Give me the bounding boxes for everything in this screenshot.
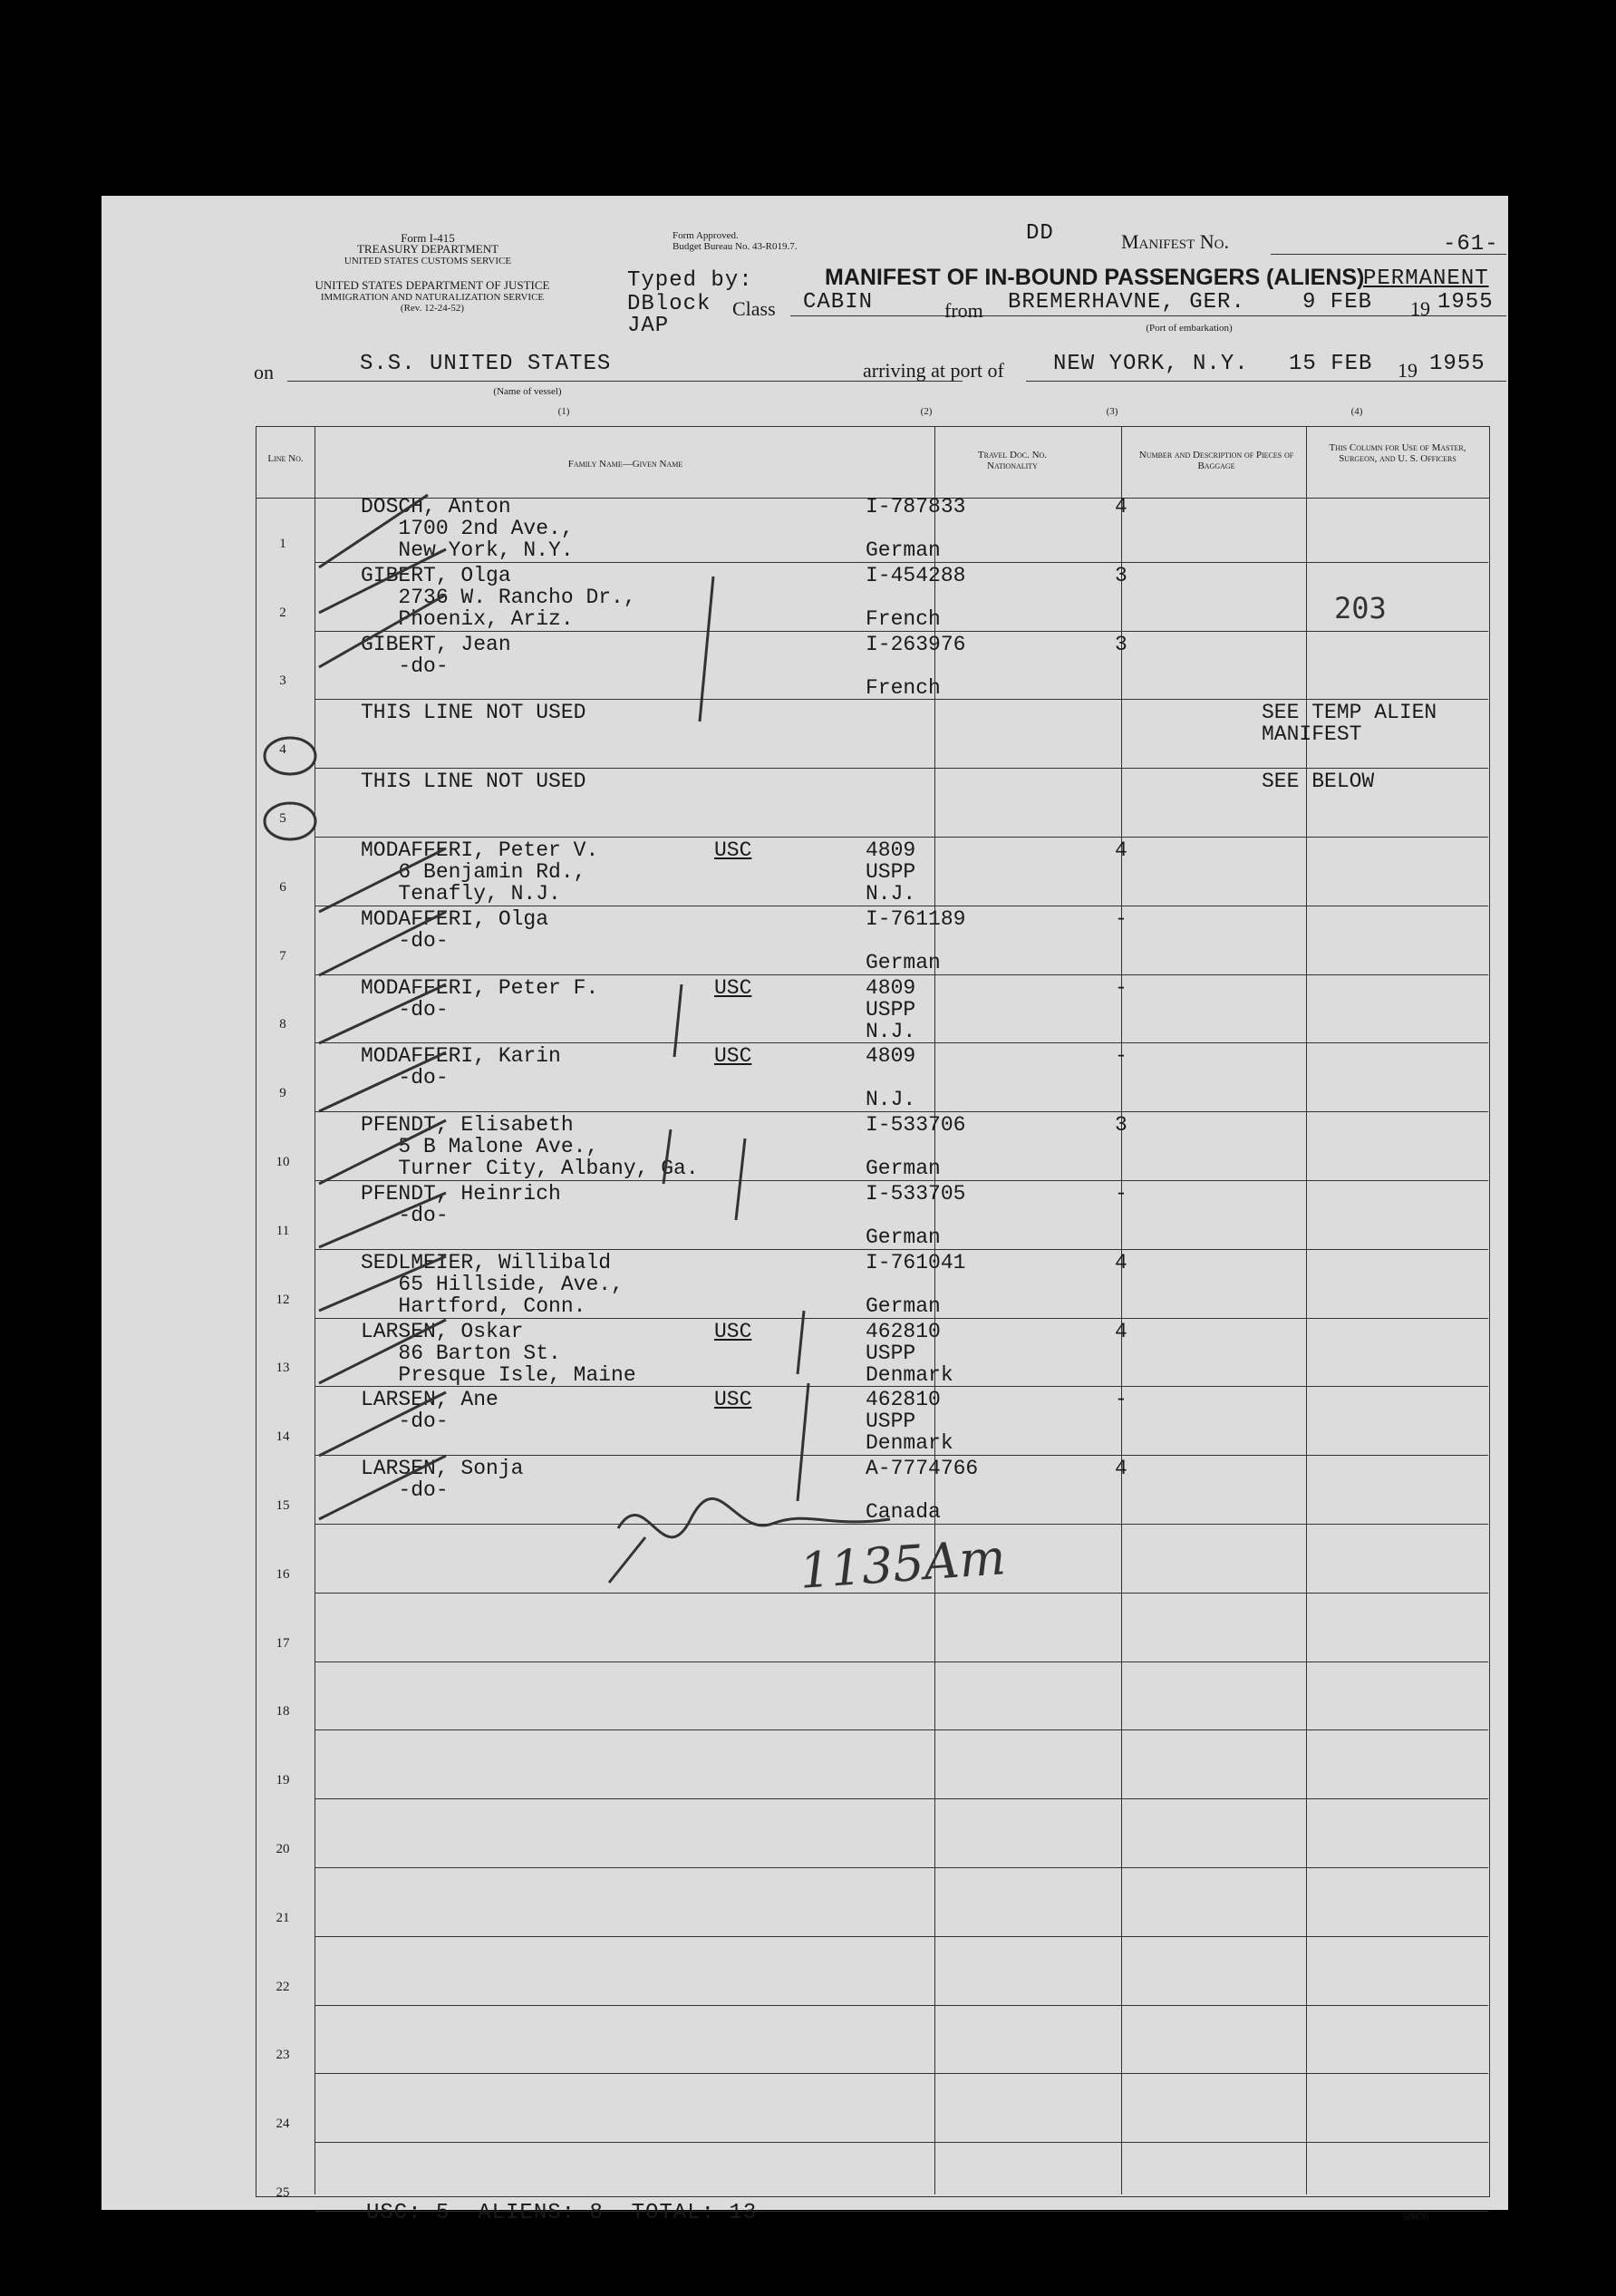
passenger-name: MODAFFERI, Peter V. 6 Benjamin Rd., Tenafly, N.J. bbox=[361, 838, 599, 906]
travel-doc: 4809 USPP N.J. bbox=[866, 838, 916, 906]
line-number: 7 bbox=[279, 948, 286, 964]
line-number: 25 bbox=[276, 2185, 290, 2200]
typist-1: DBlock bbox=[627, 292, 711, 316]
revision: (Rev. 12-24-52) bbox=[400, 303, 465, 314]
from-year: 1955 bbox=[1437, 290, 1494, 315]
ins-service: IMMIGRATION AND NATURALIZATION SERVICE bbox=[320, 292, 545, 303]
travel-doc: 4809 N.J. bbox=[866, 1044, 916, 1112]
baggage-count: 4 bbox=[1115, 1457, 1127, 1481]
vessel-caption: (Name of vessel) bbox=[493, 386, 562, 397]
travel-doc: I-533706 German bbox=[866, 1113, 966, 1181]
col-number-1: (1) bbox=[557, 406, 570, 417]
line-number: 8 bbox=[279, 1017, 286, 1032]
passenger-name: THIS LINE NOT USED bbox=[361, 701, 586, 725]
usc-mark: USC bbox=[714, 838, 752, 862]
pen-marks bbox=[102, 196, 1508, 2210]
line-number: 10 bbox=[276, 1155, 290, 1169]
header-name: Family Name—Given Name bbox=[567, 459, 683, 470]
arriving-year-prefix: 19 bbox=[1398, 359, 1418, 382]
line-number: 9 bbox=[279, 1086, 286, 1101]
form-number: Form I-415 bbox=[401, 231, 455, 245]
col-number-3: (3) bbox=[1106, 406, 1118, 417]
travel-doc: A-7774766 Canada bbox=[866, 1457, 979, 1525]
passenger-name: GIBERT, Jean -do- bbox=[361, 632, 511, 678]
travel-doc: I-263976 French bbox=[866, 632, 966, 700]
class-value: CABIN bbox=[803, 290, 874, 315]
usc-mark: USC bbox=[714, 1388, 752, 1412]
passenger-name: THIS LINE NOT USED bbox=[361, 770, 586, 794]
line-number: 18 bbox=[276, 1704, 290, 1720]
arriving-date: 15 FEB bbox=[1289, 352, 1373, 376]
usc-mark: USC bbox=[714, 1044, 752, 1069]
footer-totals: USC: 5 ALIENS: 8 TOTAL: 13 bbox=[366, 2201, 758, 2225]
passenger-name: SEDLMEIER, Willibald 65 Hillside, Ave., Hartford, Conn. bbox=[361, 1250, 624, 1318]
from-port: BREMERHAVNE, GER. bbox=[1008, 290, 1245, 315]
class-label: Class bbox=[732, 297, 776, 320]
port-embark-caption: (Port of embarkation) bbox=[1146, 323, 1233, 334]
header-travel-doc: Travel Doc. No. Nationality bbox=[977, 450, 1048, 471]
dd-mark: DD bbox=[1026, 221, 1054, 246]
baggage-count: 4 bbox=[1115, 838, 1127, 862]
line-number: 6 bbox=[279, 879, 286, 895]
passenger-name: MODAFFERI, Peter F. -do- bbox=[361, 975, 599, 1022]
typist-2: JAP bbox=[627, 314, 670, 338]
arriving-port: NEW YORK, N.Y. bbox=[1053, 352, 1249, 376]
vessel-name: S.S. UNITED STATES bbox=[360, 352, 612, 376]
line-number: 12 bbox=[276, 1292, 290, 1307]
line-number: 19 bbox=[276, 1773, 290, 1788]
officer-note: SEE BELOW bbox=[1262, 770, 1375, 794]
header-officers: This Column for Use of Master, Surgeon, and U. S. Officers bbox=[1329, 442, 1466, 464]
line-number: 2 bbox=[279, 605, 286, 620]
baggage-count: - bbox=[1115, 1182, 1127, 1206]
baggage-count: - bbox=[1115, 1388, 1127, 1412]
justice-dept: UNITED STATES DEPARTMENT OF JUSTICE bbox=[314, 278, 550, 292]
travel-doc: I-454288 French bbox=[866, 563, 966, 631]
line-number: 1 bbox=[279, 536, 286, 551]
from-date: 9 FEB bbox=[1302, 290, 1373, 315]
usc-mark: USC bbox=[714, 1319, 752, 1343]
officer-note: SEE TEMP ALIEN MANIFEST bbox=[1262, 701, 1437, 747]
line-number: 22 bbox=[276, 1979, 290, 1994]
travel-doc: I-761189 German bbox=[866, 906, 966, 974]
passenger-name: MODAFFERI, Olga -do- bbox=[361, 906, 549, 953]
from-label: from bbox=[944, 299, 983, 322]
baggage-count: 4 bbox=[1115, 1319, 1127, 1343]
form-code: 50876 bbox=[1403, 2212, 1428, 2223]
manifest-no: -61- bbox=[1443, 232, 1499, 257]
manifest-page bbox=[102, 196, 1508, 2225]
passenger-name: LARSEN, Sonja -do- bbox=[361, 1457, 524, 1503]
travel-doc: 462810 USPP Denmark bbox=[866, 1319, 953, 1387]
permanent-stamp: PERMANENT bbox=[1363, 266, 1489, 291]
line-number: 21 bbox=[276, 1910, 290, 1925]
line-number: 16 bbox=[276, 1566, 290, 1582]
passenger-name: PFENDT, Elisabeth 5 B Malone Ave., Turner City, Albany, Ga. bbox=[361, 1113, 699, 1181]
travel-doc: 4809 USPP N.J. bbox=[866, 975, 916, 1043]
passenger-name: PFENDT, Heinrich -do- bbox=[361, 1182, 561, 1227]
passenger-name: GIBERT, Olga 2736 W. Rancho Dr., Phoenix, Ariz. bbox=[361, 563, 636, 631]
form-approved: Form Approved. bbox=[673, 230, 739, 241]
travel-doc: I-761041 German bbox=[866, 1250, 966, 1318]
officer-number: 203 bbox=[1334, 591, 1387, 625]
line-number: 17 bbox=[276, 1635, 290, 1651]
arriving-year: 1955 bbox=[1429, 352, 1485, 376]
customs-service: UNITED STATES CUSTOMS SERVICE bbox=[344, 256, 512, 266]
line-number: 24 bbox=[276, 2117, 290, 2132]
from-year-prefix: 19 bbox=[1410, 297, 1430, 320]
col-number-4: (4) bbox=[1350, 406, 1363, 417]
on-label: on bbox=[254, 361, 274, 383]
line-number: 14 bbox=[276, 1429, 290, 1445]
baggage-count: 4 bbox=[1115, 495, 1127, 518]
line-number: 11 bbox=[276, 1223, 290, 1238]
baggage-count: - bbox=[1115, 906, 1127, 931]
travel-doc: I-533705 German bbox=[866, 1182, 966, 1249]
line-number: 15 bbox=[276, 1498, 290, 1513]
line-number: 5 bbox=[279, 811, 286, 826]
manifest-no-label: Manifest No. bbox=[1121, 230, 1229, 253]
manifest-title: MANIFEST OF IN-BOUND PASSENGERS (ALIENS) bbox=[825, 265, 1365, 290]
line-number: 3 bbox=[279, 673, 286, 689]
passenger-name: DOSCH, Anton 1700 2nd Ave., New York, N.Y. bbox=[361, 495, 574, 562]
line-number: 4 bbox=[279, 742, 286, 758]
header-line-no: Line No. bbox=[267, 453, 304, 464]
passenger-name: LARSEN, Ane -do- bbox=[361, 1388, 498, 1434]
handwritten-time: 1135Am bbox=[798, 1528, 1008, 1600]
treasury-dept: TREASURY DEPARTMENT bbox=[356, 242, 499, 256]
line-number: 13 bbox=[276, 1361, 290, 1376]
travel-doc: 462810 USPP Denmark bbox=[866, 1388, 953, 1456]
passenger-name: LARSEN, Oskar 86 Barton St. Presque Isle, Maine bbox=[361, 1319, 636, 1387]
baggage-count: 3 bbox=[1115, 1113, 1127, 1138]
typed-by-label: Typed by: bbox=[627, 268, 753, 293]
baggage-count: 3 bbox=[1115, 563, 1127, 587]
travel-doc: I-787833 German bbox=[866, 495, 966, 562]
budget-bureau: Budget Bureau No. 43-R019.7. bbox=[673, 241, 798, 252]
line-number: 23 bbox=[276, 2048, 290, 2063]
arriving-label: arriving at port of bbox=[863, 359, 1004, 382]
baggage-count: 4 bbox=[1115, 1250, 1127, 1274]
line-number: 20 bbox=[276, 1842, 290, 1856]
header-baggage: Number and Description of Pieces of Baggage bbox=[1138, 450, 1294, 471]
passenger-name: MODAFFERI, Karin -do- bbox=[361, 1044, 561, 1090]
baggage-count: - bbox=[1115, 1044, 1127, 1069]
col-number-2: (2) bbox=[920, 406, 933, 417]
baggage-count: 3 bbox=[1115, 632, 1127, 656]
usc-mark: USC bbox=[714, 975, 752, 1000]
baggage-count: - bbox=[1115, 975, 1127, 1000]
